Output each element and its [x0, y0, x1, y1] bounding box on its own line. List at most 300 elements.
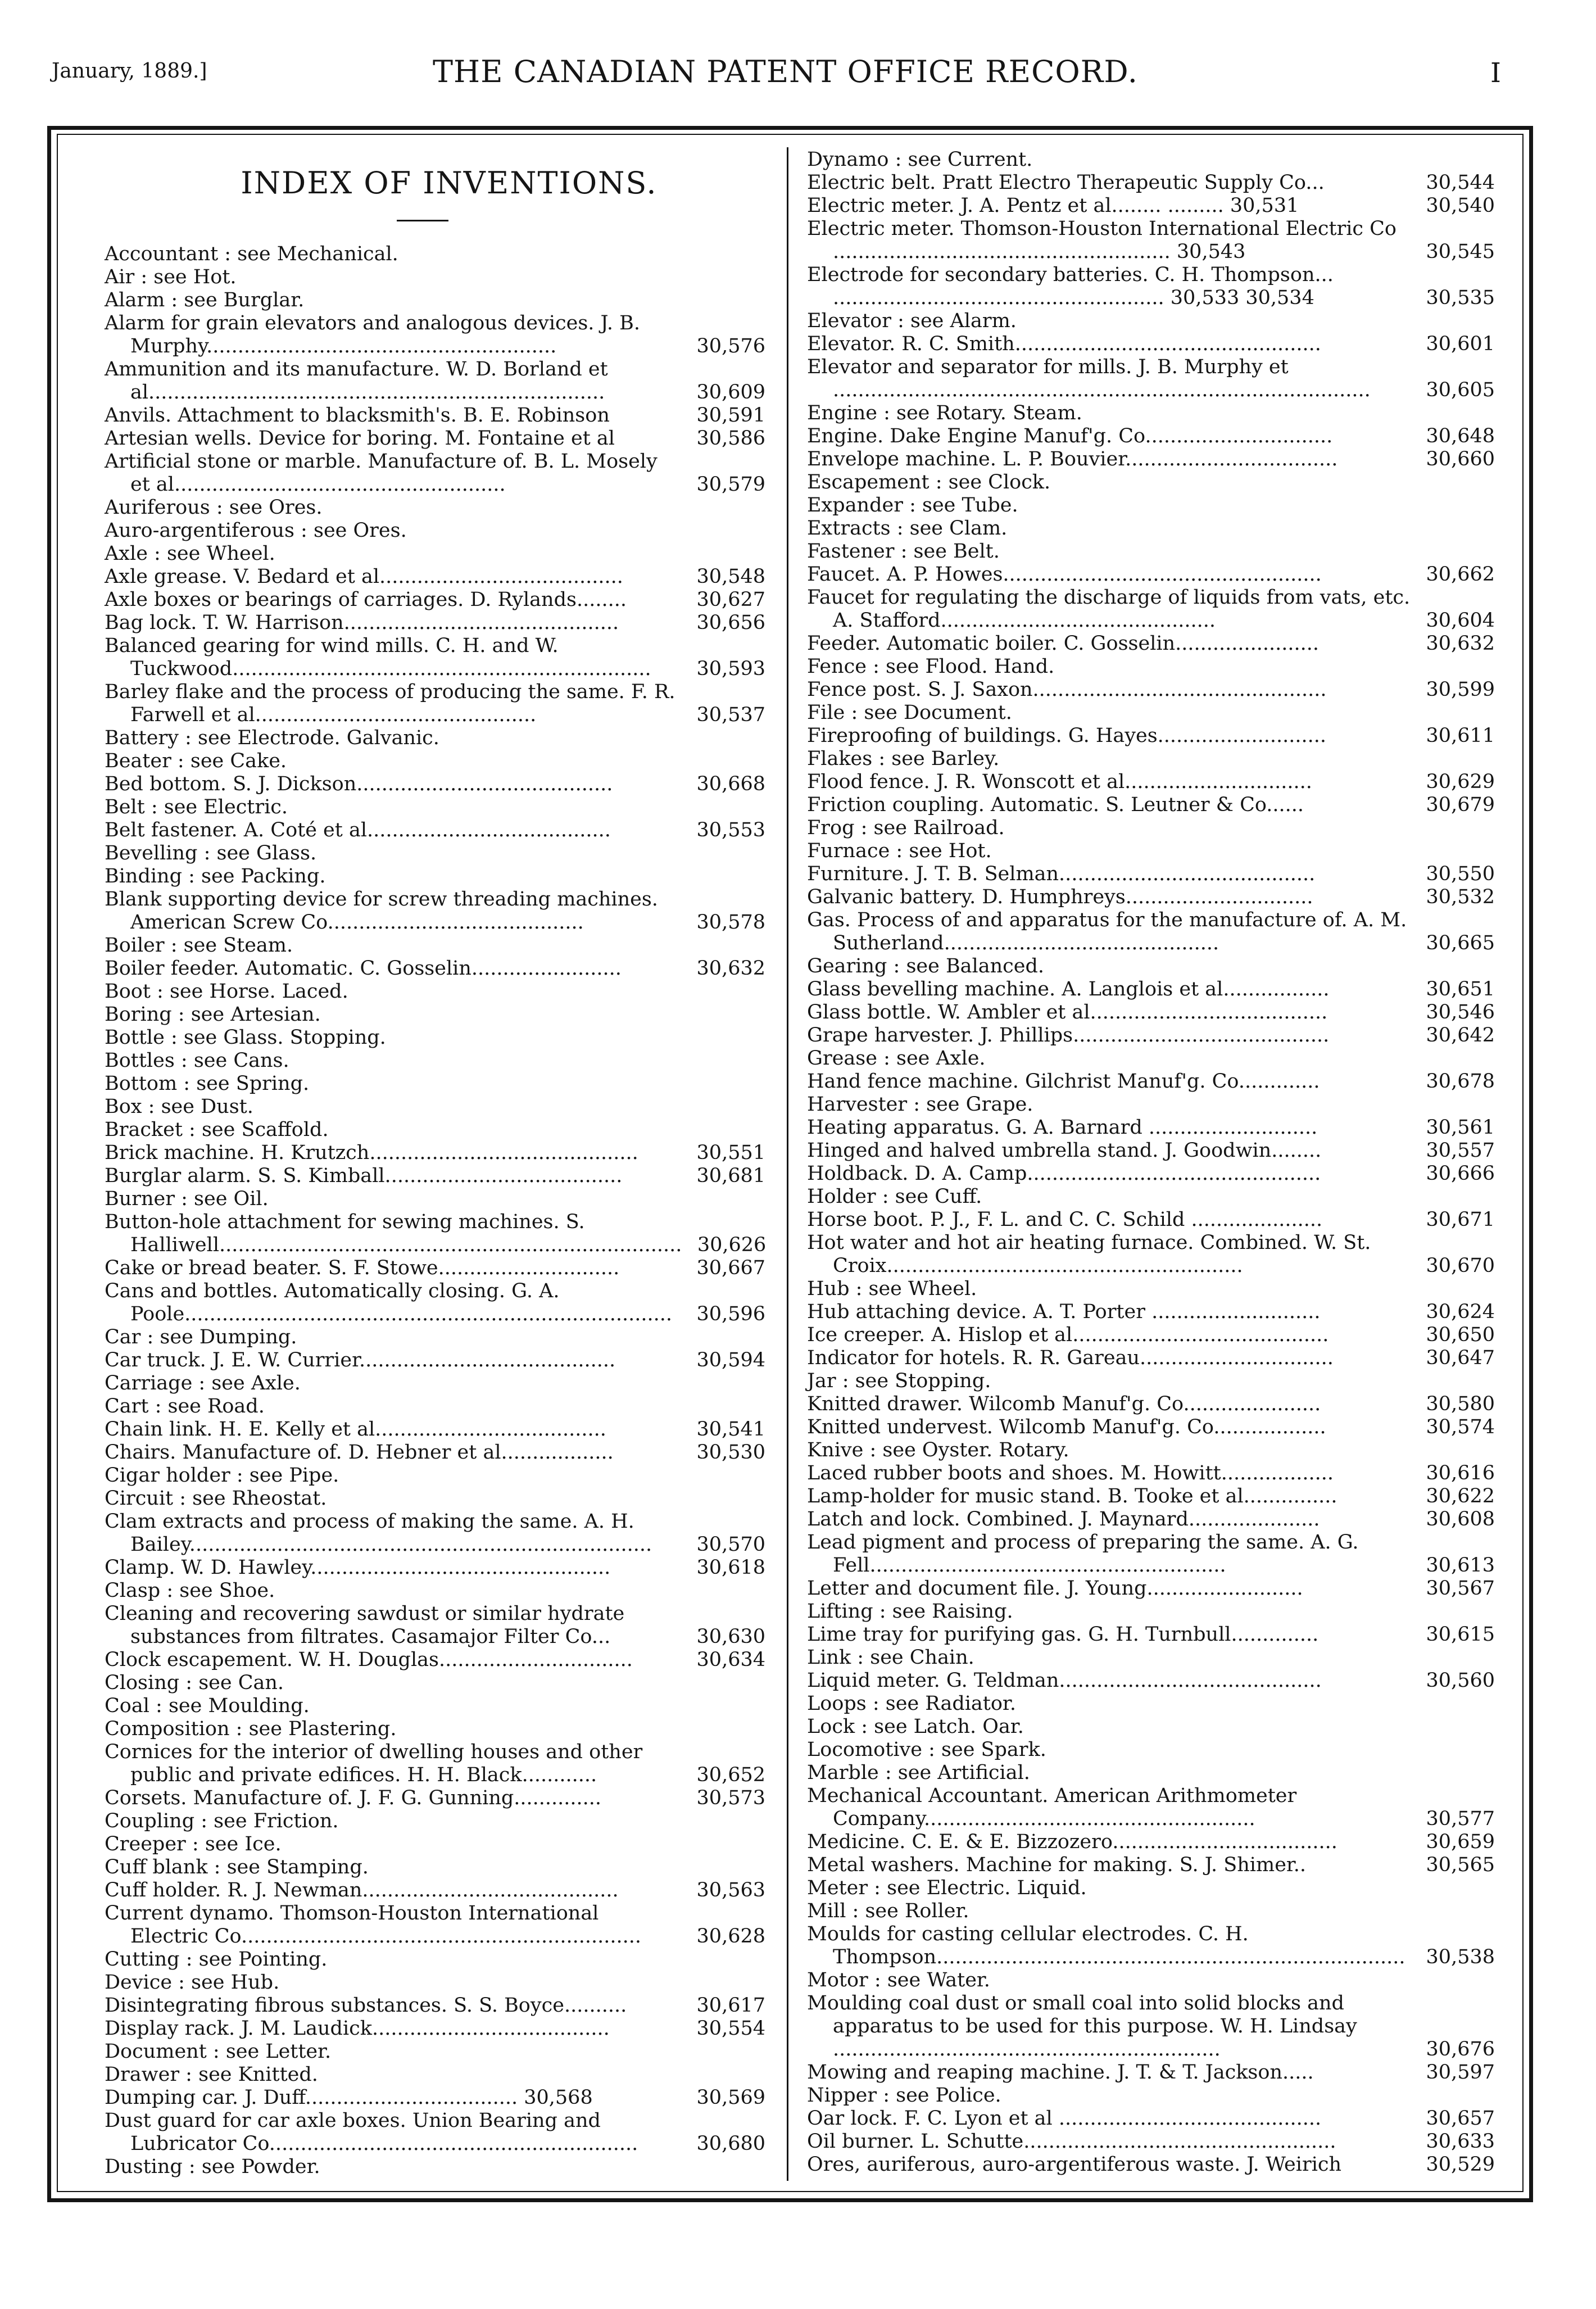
index-entry [807, 1462, 1495, 1485]
entry-text: Closing : see Can. [105, 1672, 284, 1694]
index-entry [105, 1579, 765, 1602]
patent-number: 30,670 [1426, 1255, 1495, 1277]
patent-number: 30,545 [1426, 241, 1495, 263]
entry-text: Escapement : see Clock. [807, 471, 1051, 494]
index-entry [105, 1649, 765, 1672]
patent-number: 30,627 [696, 588, 765, 611]
entry-text: Feeder. Automatic boiler. C. Gosselin....................... [807, 632, 1320, 655]
patent-number: 30,652 [696, 1764, 765, 1786]
patent-number: 30,679 [1426, 794, 1495, 816]
index-entry [105, 1833, 765, 1856]
entry-text: Cuff holder. R. J. Newman......................................... [105, 1879, 619, 1901]
patent-number: 30,548 [696, 565, 765, 588]
entry-text: Grease : see Axle. [807, 1047, 986, 1070]
entry-text: Jar : see Stopping. [807, 1370, 991, 1392]
entry-text: Auro-argentiferous : see Ores. [105, 519, 407, 542]
index-entry [807, 1854, 1495, 1877]
index-entry [105, 1718, 765, 1741]
entry-text: Oar lock. F. C. Lyon et al .......................................... [807, 2107, 1322, 2130]
index-entry [807, 725, 1495, 748]
entry-text: Frog : see Railroad. [807, 817, 1005, 839]
index-entry [105, 1695, 765, 1718]
entry-text: Anvils. Attachment to blacksmith's. B. E. Robinson [105, 404, 610, 427]
entry-text: Fireproofing of buildings. G. Hayes........................... [807, 725, 1327, 747]
entry-text: Mowing and reaping machine. J. T. & T. Jackson..... [807, 2061, 1314, 2084]
entry-text: Knive : see Oyster. Rotary. [807, 1439, 1069, 1461]
left-entry-list [105, 243, 765, 2179]
index-entry [807, 402, 1495, 425]
index-entry [105, 773, 765, 796]
index-entry [105, 1856, 765, 1879]
entry-text: Hub attaching device. A. T. Porter ........................... [807, 1301, 1321, 1323]
index-entry [807, 1047, 1495, 1070]
patent-number: 30,624 [1426, 1301, 1495, 1323]
index-entry [105, 1787, 765, 1810]
entry-text: Knitted undervest. Wilcomb Manuf'g. Co.................. [807, 1416, 1326, 1438]
index-entry [807, 978, 1495, 1001]
index-entry [807, 1093, 1495, 1116]
patent-number: 30,668 [696, 773, 765, 795]
index-entry [807, 1577, 1495, 1600]
entry-text: Metal washers. Machine for making. S. J. Shimer.. [807, 1854, 1307, 1876]
index-entry [105, 1741, 765, 1787]
index-entry [807, 563, 1495, 586]
index-entry [807, 194, 1495, 218]
index-entry [105, 681, 765, 727]
entry-text: Oil burner. L. Schutte.................................................. [807, 2130, 1336, 2153]
patent-number: 30,618 [696, 1556, 765, 1579]
index-entry [807, 1785, 1495, 1831]
index-entry [105, 2040, 765, 2063]
patent-number: 30,616 [1426, 1462, 1495, 1484]
entry-text: Harvester : see Grape. [807, 1093, 1033, 1116]
index-entry [105, 565, 765, 588]
index-entry [807, 1278, 1495, 1301]
entry-text: Link : see Chain. [807, 1646, 974, 1669]
index-entry [807, 1669, 1495, 1692]
index-entry [807, 909, 1495, 955]
entry-text: Boring : see Artesian. [105, 1003, 321, 1026]
index-entry [807, 1508, 1495, 1531]
entry-text: Drawer : see Knitted. [105, 2063, 318, 2086]
entry-text: Gearing : see Balanced. [807, 955, 1044, 977]
patent-number: 30,647 [1426, 1347, 1495, 1369]
entry-text: Burglar alarm. S. S. Kimball...................................... [105, 1165, 623, 1187]
index-entry [105, 496, 765, 519]
entry-text: Locomotive : see Spark. [807, 1738, 1046, 1761]
index-entry [807, 1992, 1495, 2061]
index-entry [105, 450, 765, 496]
entry-text: Electric belt. Pratt Electro Therapeutic Supply Co... [807, 171, 1325, 194]
index-entry [105, 865, 765, 888]
patent-number: 30,599 [1426, 678, 1495, 701]
entry-text: Elevator and separator for mills. J. B. Murphy et ...................................................................................... [807, 356, 1371, 401]
index-entry [807, 678, 1495, 701]
entry-text: Bottom : see Spring. [105, 1072, 310, 1095]
patent-number: 30,593 [696, 658, 765, 680]
patent-number: 30,574 [1426, 1416, 1495, 1438]
entry-text: Carriage : see Axle. [105, 1372, 301, 1395]
index-entry [105, 1349, 765, 1372]
entry-text: Bag lock. T. W. Harrison............................................ [105, 612, 619, 634]
index-entry [105, 1810, 765, 1833]
entry-text: Auriferous : see Ores. [105, 496, 323, 519]
index-entry [807, 1715, 1495, 1738]
entry-text: Lead pigment and process of preparing the same. A. G. Fell......................................................... [807, 1531, 1359, 1577]
index-entry [105, 1672, 765, 1695]
index-entry [105, 1142, 765, 1165]
entry-text: Moulding coal dust or small coal into solid blocks and apparatus to be used for this purpose. W. H. Lindsay .............................................................. [807, 1992, 1357, 2061]
entry-text: Electric meter. J. A. Pentz et al........ ......... 30,531 [807, 194, 1299, 217]
index-entry [807, 1485, 1495, 1508]
index-entry [807, 218, 1495, 264]
entry-text: Accountant : see Mechanical. [105, 243, 398, 265]
index-entry [807, 1831, 1495, 1854]
patent-number: 30,681 [696, 1165, 765, 1187]
index-entry [105, 312, 765, 358]
entry-text: Electric meter. Thomson-Houston International Electric Co ...................................................... 30,543 [807, 218, 1397, 263]
entry-text: Heating apparatus. G. A. Barnard ........................... [807, 1116, 1318, 1139]
patent-number: 30,580 [1426, 1393, 1495, 1415]
patent-number: 30,530 [696, 1441, 765, 1464]
patent-number: 30,553 [696, 819, 765, 841]
index-entry [807, 471, 1495, 494]
patent-number: 30,537 [696, 704, 765, 726]
index-entry [105, 1188, 765, 1211]
index-entry [105, 1165, 765, 1188]
index-entry [807, 1393, 1495, 1416]
patent-number: 30,617 [696, 1994, 765, 2017]
index-entry [105, 2156, 765, 2179]
entry-text: Faucet for regulating the discharge of liquids from vats, etc. A. Stafford............................................ [807, 586, 1411, 632]
index-entry [105, 957, 765, 980]
entry-text: Meter : see Electric. Liquid. [807, 1877, 1087, 1899]
patent-number: 30,632 [1426, 632, 1495, 655]
index-entry [807, 886, 1495, 909]
entry-text: Axle : see Wheel. [105, 542, 275, 565]
entry-text: Glass bottle. W. Ambler et al...................................... [807, 1001, 1328, 1024]
index-entry [807, 1070, 1495, 1093]
patent-number: 30,573 [696, 1787, 765, 1809]
entry-text: Engine. Dake Engine Manuf'g. Co.............................. [807, 425, 1333, 447]
index-entry [105, 243, 765, 266]
index-entry [105, 1211, 765, 1257]
patent-number: 30,557 [1426, 1139, 1495, 1162]
patent-number: 30,596 [696, 1303, 765, 1325]
index-entry [105, 1395, 765, 1418]
entry-text: Cuff blank : see Stamping. [105, 1856, 369, 1878]
patent-number: 30,660 [1426, 448, 1495, 470]
index-entry [105, 1971, 765, 1994]
entry-text: Hot water and hot air heating furnace. Combined. W. St. Croix......................................................... [807, 1232, 1371, 1277]
patent-number: 30,594 [696, 1349, 765, 1371]
entry-text: Clamp. W. D. Hawley................................................ [105, 1556, 611, 1579]
index-entry [807, 425, 1495, 448]
index-entry [807, 517, 1495, 540]
entry-text: Galvanic battery. D. Humphreys.............................. [807, 886, 1313, 908]
entry-text: Car truck. J. E. W. Currier......................................... [105, 1349, 616, 1371]
entry-text: Mill : see Roller. [807, 1900, 969, 1922]
entry-text: Boiler feeder. Automatic. C. Gosselin........................ [105, 957, 622, 980]
index-entry [105, 842, 765, 865]
entry-text: Cake or bread beater. S. F. Stowe............................. [105, 1257, 620, 1279]
entry-text: Dusting : see Powder. [105, 2156, 320, 2178]
index-entry [807, 1139, 1495, 1162]
patent-number: 30,626 [697, 1234, 767, 1256]
patent-number: 30,544 [1426, 171, 1495, 194]
patent-number: 30,642 [1426, 1024, 1495, 1047]
index-entry [105, 1602, 765, 1649]
entry-text: File : see Document. [807, 701, 1012, 724]
patent-number: 30,650 [1426, 1324, 1495, 1346]
entry-text: Bottle : see Glass. Stopping. [105, 1026, 386, 1049]
index-entry [807, 817, 1495, 840]
index-entry [105, 1119, 765, 1142]
index-entry [807, 1877, 1495, 1900]
index-entry [105, 519, 765, 542]
index-entry [105, 1510, 765, 1556]
index-entry [807, 655, 1495, 678]
entry-text: Cleaning and recovering sawdust or similar hydrate substances from filtrates. Casamajor Filter Co... [105, 1602, 625, 1648]
index-entry [807, 264, 1495, 310]
patent-number: 30,532 [1426, 886, 1495, 908]
patent-number: 30,540 [1426, 194, 1495, 217]
entry-text: Chairs. Manufacture of. D. Hebner et al.................. [105, 1441, 614, 1464]
entry-text: Chain link. H. E. Kelly et al..................................... [105, 1418, 606, 1441]
patent-number: 30,615 [1426, 1623, 1495, 1646]
index-entry [105, 542, 765, 565]
index-entry [807, 701, 1495, 725]
entry-text: Furniture. J. T. B. Selman......................................... [807, 863, 1316, 885]
index-entry [807, 356, 1495, 402]
index-entry [807, 2084, 1495, 2107]
patent-number: 30,563 [696, 1879, 765, 1901]
index-entry [105, 1072, 765, 1095]
entry-text: Holdback. D. A. Camp............................................... [807, 1162, 1321, 1185]
index-entry [807, 1692, 1495, 1715]
entry-text: Flood fence. J. R. Wonscott et al.............................. [807, 771, 1312, 793]
entry-text: Artificial stone or marble. Manufacture of. B. L. Mosely et al..................................................... [105, 450, 658, 496]
patent-number: 30,665 [1426, 932, 1495, 954]
index-entry [105, 2109, 765, 2156]
index-entry [807, 540, 1495, 563]
entry-text: Bevelling : see Glass. [105, 842, 317, 864]
entry-text: Composition : see Plastering. [105, 1718, 397, 1740]
entry-text: Dust guard for car axle boxes. Union Bearing and Lubricator Co........................................................... [105, 2109, 638, 2155]
entry-text: Medicine. C. E. & E. Bizzozero.................................... [807, 1831, 1337, 1853]
index-entry [105, 1418, 765, 1441]
index-entry [105, 289, 765, 312]
patent-number: 30,634 [696, 1649, 765, 1671]
entry-text: Hub : see Wheel. [807, 1278, 977, 1300]
index-entry [807, 1232, 1495, 1278]
entry-text: Axle grease. V. Bedard et al....................................... [105, 565, 623, 588]
index-entry [105, 1280, 765, 1326]
page-number: I [1490, 57, 1501, 89]
index-entry [807, 1370, 1495, 1393]
entry-text: Motor : see Water. [807, 1969, 990, 1991]
entry-text: Corsets. Manufacture of. J. F. G. Gunning.............. [105, 1787, 602, 1809]
patent-number: 30,605 [1426, 379, 1495, 401]
entry-text: Dynamo : see Current. [807, 148, 1033, 171]
patent-number: 30,659 [1426, 1831, 1495, 1853]
patent-number: 30,570 [696, 1533, 765, 1556]
entry-text: Creeper : see Ice. [105, 1833, 282, 1855]
entry-text: Fastener : see Belt. [807, 540, 1000, 563]
index-entry [105, 1464, 765, 1487]
entry-text: Cigar holder : see Pipe. [105, 1464, 339, 1487]
entry-text: Gas. Process of and apparatus for the manufacture of. A. M. Sutherland............................................ [807, 909, 1407, 954]
index-entry [807, 1208, 1495, 1232]
entry-text: Axle boxes or bearings of carriages. D. Rylands........ [105, 588, 627, 611]
entry-text: Grape harvester. J. Phillips......................................... [807, 1024, 1330, 1047]
index-entry [105, 796, 765, 819]
index-entry [807, 863, 1495, 886]
patent-number: 30,565 [1426, 1854, 1495, 1876]
index-entry [105, 404, 765, 427]
patent-number: 30,632 [696, 957, 765, 980]
right-entry-list [807, 148, 1495, 2176]
index-entry [105, 1487, 765, 1510]
index-entry [105, 2017, 765, 2040]
patent-number: 30,628 [696, 1925, 765, 1948]
entry-text: Clock escapement. W. H. Douglas............................... [105, 1649, 633, 1671]
index-entry [807, 1600, 1495, 1623]
index-entry [105, 1326, 765, 1349]
patent-number: 30,567 [1426, 1577, 1495, 1600]
patent-number: 30,586 [696, 427, 765, 450]
index-entry [105, 1003, 765, 1026]
index-entry [807, 1923, 1495, 1969]
entry-text: Indicator for hotels. R. R. Gareau............................... [807, 1347, 1334, 1369]
entry-text: Beater : see Cake. [105, 750, 287, 772]
entry-text: Bed bottom. S. J. Dickson......................................... [105, 773, 613, 795]
index-entry [105, 980, 765, 1003]
index-entry [105, 1095, 765, 1119]
patent-number: 30,676 [1426, 2038, 1495, 2061]
entry-text: Ores, auriferous, auro-argentiferous waste. J. Weirich [807, 2153, 1342, 2176]
entry-text: Device : see Hub. [105, 1971, 280, 1994]
index-entry [807, 1162, 1495, 1185]
index-entry [807, 1738, 1495, 1762]
index-entry [807, 1347, 1495, 1370]
patent-number: 30,630 [696, 1626, 765, 1648]
index-entry [807, 955, 1495, 978]
entry-text: Extracts : see Clam. [807, 517, 1008, 540]
column-divider [787, 147, 788, 2181]
patent-number: 30,538 [1426, 1946, 1495, 1968]
entry-text: Display rack. J. M. Laudick...................................... [105, 2017, 610, 2040]
title-rule [397, 220, 448, 221]
patent-number: 30,680 [696, 2133, 765, 2155]
index-entry [807, 1531, 1495, 1577]
patent-number: 30,656 [696, 612, 765, 634]
index-entry [807, 1623, 1495, 1646]
entry-text: Letter and document file. J. Young......................... [807, 1577, 1303, 1600]
entry-text: Marble : see Artificial. [807, 1762, 1030, 1784]
entry-text: Moulds for casting cellular electrodes. C. H. Thompson........................................................................... [807, 1923, 1405, 1968]
patent-number: 30,648 [1426, 425, 1495, 447]
entry-text: Mechanical Accountant. American Arithmometer Company..................................................... [807, 1785, 1297, 1830]
index-entry [807, 2061, 1495, 2084]
entry-text: Nipper : see Police. [807, 2084, 1001, 2107]
index-entry [105, 1948, 765, 1971]
index-entry [807, 1416, 1495, 1439]
patent-number: 30,604 [1426, 609, 1495, 632]
entry-text: Furnace : see Hot. [807, 840, 992, 862]
index-entry [807, 448, 1495, 471]
entry-text: Cutting : see Pointing. [105, 1948, 328, 1971]
patent-number: 30,666 [1426, 1162, 1495, 1185]
patent-number: 30,609 [696, 381, 765, 404]
patent-number: 30,601 [1426, 333, 1495, 355]
patent-number: 30,651 [1426, 978, 1495, 1000]
entry-text: Boot : see Horse. Laced. [105, 980, 348, 1003]
index-entry [807, 1762, 1495, 1785]
index-entry [105, 635, 765, 681]
patent-number: 30,561 [1426, 1116, 1495, 1139]
index-entry [105, 888, 765, 934]
entry-text: Liquid meter. G. Teldman.......................................... [807, 1669, 1322, 1692]
patent-number: 30,546 [1426, 1001, 1495, 1024]
index-entry [807, 1185, 1495, 1208]
entry-text: Dumping car. J. Duff.................................. 30,568 [105, 2086, 593, 2109]
entry-text: Alarm : see Burglar. [105, 289, 305, 311]
patent-number: 30,629 [1426, 771, 1495, 793]
entry-text: Bottles : see Cans. [105, 1049, 289, 1072]
entry-text: Ice creeper. A. Hislop et al......................................... [807, 1324, 1329, 1346]
index-entry [807, 1900, 1495, 1923]
index-entry [807, 1001, 1495, 1024]
entry-text: Elevator. R. C. Smith................................................. [807, 333, 1321, 355]
entry-text: Cart : see Road. [105, 1395, 265, 1418]
entry-text: Balanced gearing for wind mills. C. H. and W. Tuckwood................................................................... [105, 635, 651, 680]
entry-text: Boiler : see Steam. [105, 934, 293, 957]
entry-text: Disintegrating fibrous substances. S. S. Boyce.......... [105, 1994, 627, 2017]
index-entry [807, 586, 1495, 632]
entry-text: Friction coupling. Automatic. S. Leutner & Co...... [807, 794, 1304, 816]
patent-number: 30,529 [1426, 2153, 1495, 2176]
entry-text: Lime tray for purifying gas. G. H. Turnbull.............. [807, 1623, 1319, 1646]
patent-number: 30,597 [1426, 2061, 1495, 2084]
patent-number: 30,550 [1426, 863, 1495, 885]
patent-number: 30,662 [1426, 563, 1495, 586]
index-entry [807, 1439, 1495, 1462]
index-entry [105, 1994, 765, 2017]
index-entry [807, 748, 1495, 771]
entry-text: Blank supporting device for screw threading machines. American Screw Co......................................... [105, 888, 658, 934]
entry-text: Hand fence machine. Gilchrist Manuf'g. Co............. [807, 1070, 1320, 1093]
entry-text: Latch and lock. Combined. J. Maynard..................... [807, 1508, 1320, 1531]
entry-text: Clasp : see Shoe. [105, 1579, 275, 1602]
entry-text: Car : see Dumping. [105, 1326, 297, 1348]
index-entry [105, 1049, 765, 1072]
entry-text: Air : see Hot. [105, 266, 237, 288]
entry-text: Artesian wells. Device for boring. M. Fontaine et al [105, 427, 615, 450]
index-entry [807, 1024, 1495, 1047]
index-entry [807, 310, 1495, 333]
entry-text: Lock : see Latch. Oar. [807, 1715, 1024, 1738]
entry-text: Horse boot. P. J., F. L. and C. C. Schild ..................... [807, 1208, 1323, 1231]
publication-title: THE CANADIAN PATENT OFFICE RECORD. [433, 54, 1138, 89]
patent-number: 30,611 [1426, 725, 1495, 747]
index-entry [105, 2086, 765, 2109]
index-entry [105, 750, 765, 773]
entry-text: Fence : see Flood. Hand. [807, 655, 1055, 678]
index-entry [807, 1969, 1495, 1992]
entry-text: Glass bevelling machine. A. Langlois et al................. [807, 978, 1330, 1000]
entry-text: Bracket : see Scaffold. [105, 1119, 329, 1141]
